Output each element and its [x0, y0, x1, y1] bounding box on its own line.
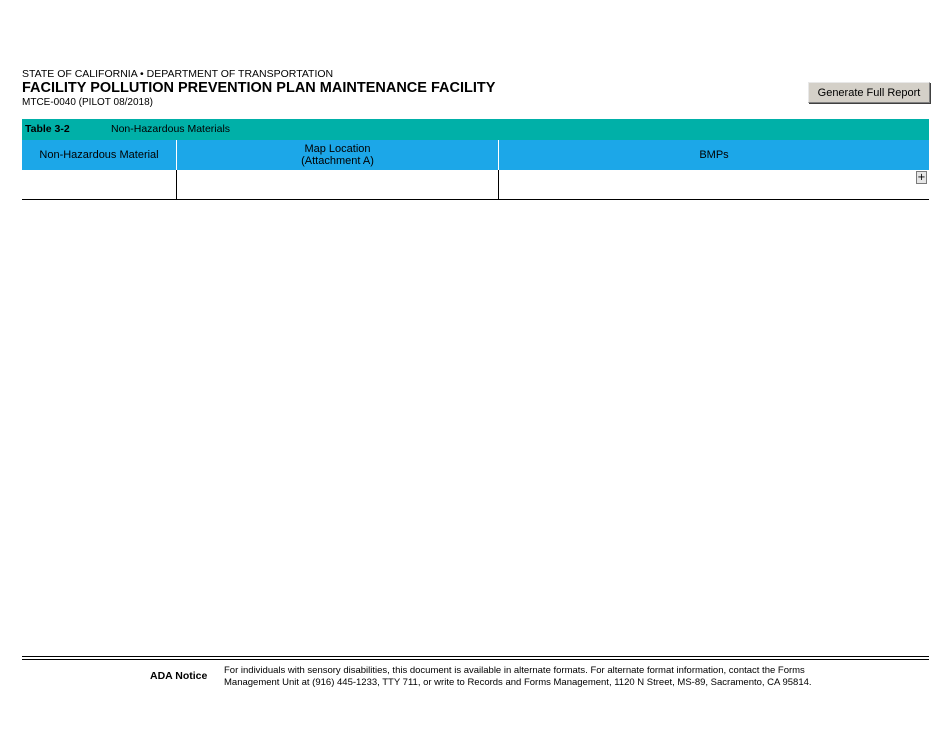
non-hazardous-materials-table: [22, 119, 929, 200]
column-header-bmps: [499, 140, 929, 170]
table-row: [22, 170, 929, 200]
ada-notice-line1: For individuals with sensory disabilities, this document is available in alternate formats. For alternate format information, contact the Forms: [224, 665, 805, 676]
table-number: Table 3-2: [25, 123, 70, 135]
form-title: FACILITY POLLUTION PREVENTION PLAN MAINTENANCE FACILITY: [22, 80, 496, 96]
agency-line: STATE OF CALIFORNIA • DEPARTMENT OF TRANSPORTATION: [22, 68, 334, 80]
footer-divider-top: [22, 656, 929, 657]
material-cell[interactable]: [22, 170, 177, 199]
form-number: MTCE-0040 (PILOT 08/2018): [22, 97, 153, 108]
column-header-map-location-line1: Map Location: [304, 143, 371, 155]
column-header-material-label: Non-Hazardous Material: [39, 149, 159, 161]
column-header-map-location-line2: (Attachment A): [301, 155, 374, 167]
ada-notice-label: ADA Notice: [150, 670, 208, 682]
footer-divider-bottom: [22, 659, 929, 660]
bmps-cell[interactable]: [499, 170, 929, 199]
add-row-button[interactable]: +: [917, 171, 926, 183]
table-banner: [22, 119, 929, 140]
ada-notice-line2: Management Unit at (916) 445-1233, TTY 711, or write to Records and Forms Management, 1120 N Street, MS-89, Sacramento, CA 95814.: [224, 676, 812, 688]
ada-notice-text: [224, 665, 864, 688]
column-header-map-location: [177, 140, 499, 170]
table-header-row: [22, 140, 929, 170]
table-caption: Non-Hazardous Materials: [111, 123, 231, 135]
generate-full-report-button[interactable]: Generate Full Report: [808, 82, 930, 103]
map-location-cell[interactable]: [177, 170, 499, 199]
column-header-material: [22, 140, 177, 170]
column-header-bmps-label: BMPs: [699, 149, 729, 161]
